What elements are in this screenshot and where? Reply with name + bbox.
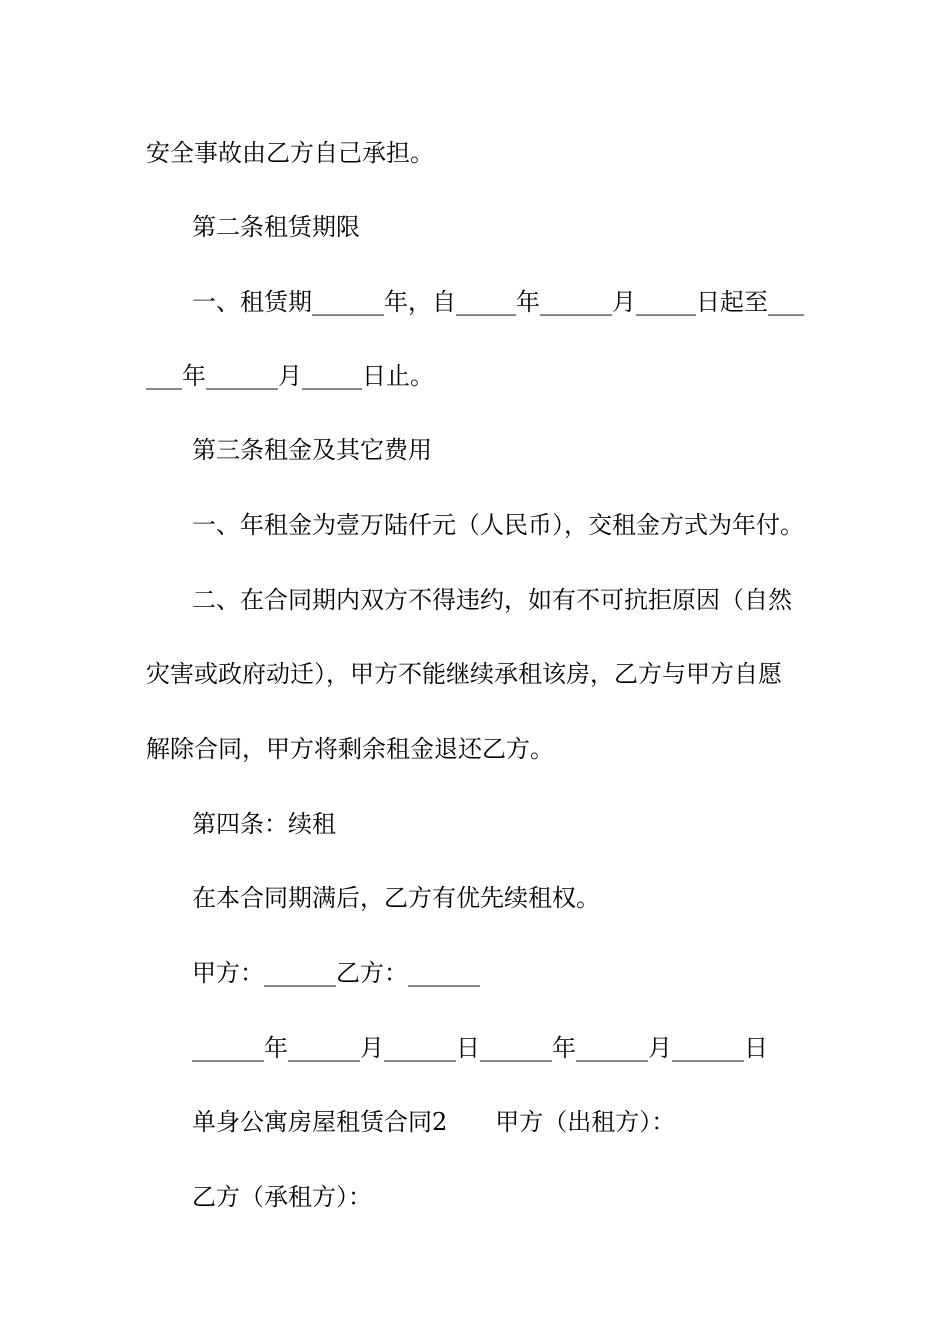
text-line: 乙方（承租方）： [192, 1183, 372, 1211]
section-heading: 第二条租赁期限 [192, 213, 360, 241]
text-line: 二、在合同期内双方不得违约，如有不可抗拒原因（自然 [192, 586, 792, 614]
text-line: 一、租赁期______年，自_____年______月_____日起至___ [192, 288, 804, 316]
contract-title-line: 单身公寓房屋租赁合同2 甲方（出租方）： [192, 1108, 676, 1136]
text-line: ___年______月_____日止。 [146, 362, 434, 390]
signature-line: 甲方：______乙方：______ [192, 959, 480, 987]
text-line: 灾害或政府动迁），甲方不能继续承租该房，乙方与甲方自愿 [146, 660, 782, 688]
date-line: ______年______月______日______年______月______日 [192, 1034, 768, 1062]
text-line: 在本合同期满后，乙方有优先续租权。 [192, 884, 600, 912]
text-line: 一、年租金为壹万陆仟元（人民币），交租金方式为年付。 [192, 511, 804, 539]
section-heading: 第四条：续租 [192, 810, 336, 838]
text-line: 安全事故由乙方自己承担。 [146, 139, 434, 167]
section-heading: 第三条租金及其它费用 [192, 436, 432, 464]
text-line: 解除合同，甲方将剩余租金退还乙方。 [146, 735, 554, 763]
